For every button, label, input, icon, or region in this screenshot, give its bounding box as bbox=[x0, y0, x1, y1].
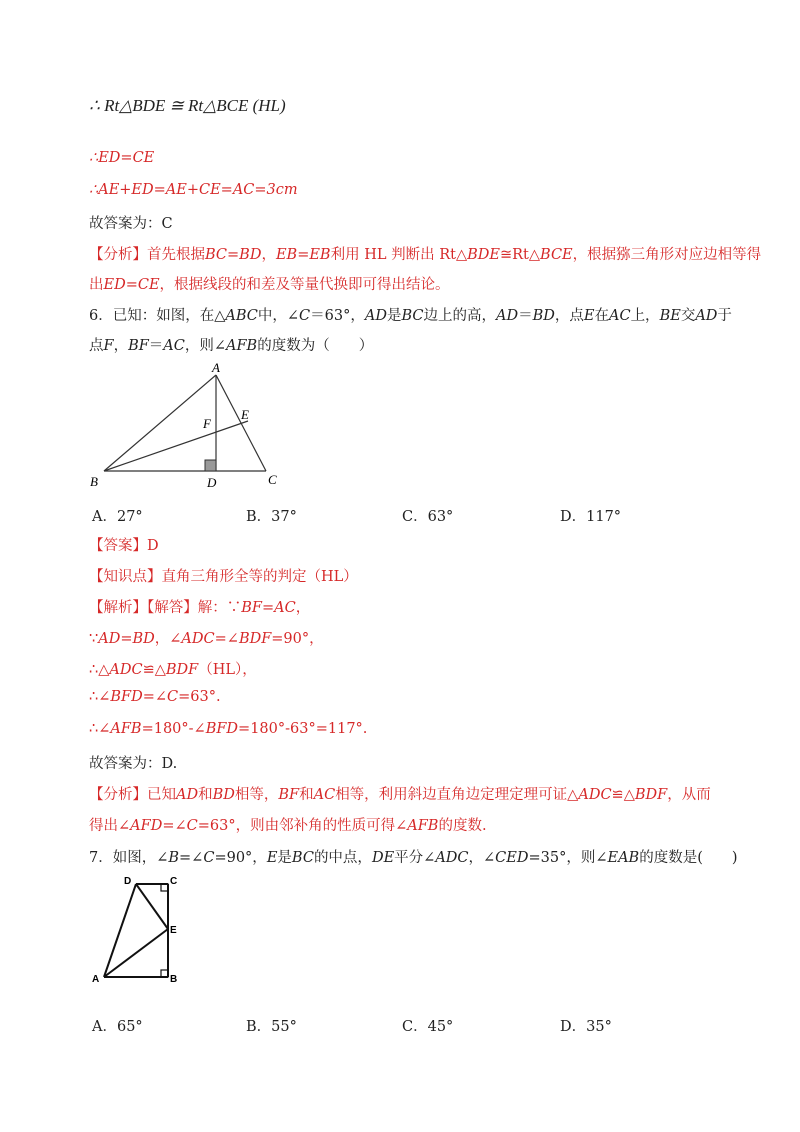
q7-label-e: E bbox=[170, 925, 177, 936]
q6-stem-text: 的度数为（ ） bbox=[257, 338, 374, 354]
q6-stem-text: AFB bbox=[226, 338, 258, 354]
q6-label-d: D bbox=[207, 475, 217, 490]
analysis-text: AD bbox=[176, 787, 199, 803]
analysis-text: 和 bbox=[299, 787, 314, 803]
q6-solution-text: =63°. bbox=[178, 689, 221, 705]
q6-stem-text: BE bbox=[659, 308, 681, 324]
q7-option-b[interactable]: B．55° bbox=[246, 1019, 297, 1035]
q6-solution-text: BDF bbox=[165, 662, 199, 678]
q6-solution-text: ADC bbox=[181, 631, 215, 647]
analysis-text: 得出∠ bbox=[89, 818, 131, 834]
q6-stem-text: AC bbox=[163, 338, 185, 354]
q6-stem-text: 边上的高， bbox=[423, 308, 496, 324]
prev-step-2 bbox=[89, 182, 298, 198]
q6-solution-2 bbox=[89, 627, 324, 648]
q7-stem-text: EAB bbox=[607, 850, 640, 866]
analysis-text: 的度数. bbox=[438, 818, 487, 834]
q6-solution-text: =∠ bbox=[214, 631, 239, 647]
q6-analysis-line2 bbox=[89, 814, 487, 835]
analysis-text: C bbox=[186, 818, 198, 834]
analysis-text: 已知 bbox=[147, 787, 176, 803]
q7-label-a: A bbox=[92, 974, 100, 985]
q7-option-a[interactable]: A．65° bbox=[92, 1019, 143, 1035]
q6-stem-text: E bbox=[583, 308, 595, 324]
q6-solution-text: =∠ bbox=[142, 689, 168, 705]
analysis-text: 首先根据 bbox=[147, 247, 205, 263]
q6-solution-text: ， bbox=[295, 600, 311, 616]
q6-option-b[interactable]: B．37° bbox=[246, 509, 297, 525]
q6-stem-line2 bbox=[89, 334, 373, 355]
analysis-tag: 【分析】 bbox=[89, 787, 147, 803]
analysis-text: BDF bbox=[634, 787, 668, 803]
q6-stem-text: 交 bbox=[680, 308, 696, 324]
q7-stem-text: E bbox=[266, 850, 278, 866]
q6-stem-text: BD bbox=[532, 308, 555, 324]
analysis-text: BD bbox=[212, 787, 235, 803]
q6-solution-text: 【解析】【解答】解：∵ bbox=[89, 600, 242, 616]
analysis-text: BDE bbox=[467, 247, 500, 263]
q6-solution-text: =180°-∠ bbox=[141, 721, 206, 737]
q7-stem-text: =35°，则∠ bbox=[528, 850, 608, 866]
q6-solution-text: BDF bbox=[238, 631, 272, 647]
q6-solution-text: C bbox=[167, 689, 179, 705]
analysis-text: ≅Rt△ bbox=[499, 247, 541, 263]
q6-solution-5 bbox=[89, 721, 367, 737]
q6-stem-text: ， bbox=[113, 338, 129, 354]
analysis-text: AFD bbox=[130, 818, 163, 834]
analysis-text: AC bbox=[313, 787, 336, 803]
q6-label-a: A bbox=[212, 362, 220, 375]
q6-label-e: E bbox=[241, 407, 249, 422]
q6-solution-text: AD=BD bbox=[98, 631, 155, 647]
analysis-text: 相等，利用斜边直角边定理定理可证△ bbox=[335, 787, 579, 803]
q6-solution-text: =90°， bbox=[271, 631, 324, 647]
analysis-text: =63°，则由邻补角的性质可得∠ bbox=[197, 818, 408, 834]
analysis-text: ，从而 bbox=[667, 787, 711, 803]
q6-solution-text: AFB bbox=[110, 721, 142, 737]
prev-answer: 故答案为：C bbox=[89, 216, 173, 232]
q6-solution-text: ，∠ bbox=[154, 631, 182, 647]
analysis-text: ， bbox=[261, 247, 276, 263]
q6-label-b: B bbox=[90, 474, 98, 489]
analysis-text: ED=CE bbox=[103, 277, 160, 293]
q6-option-c[interactable]: C．63° bbox=[402, 509, 454, 525]
q6-solution-1 bbox=[89, 596, 310, 617]
q6-stem-text: 6．已知：如图，在△ bbox=[89, 308, 226, 324]
q6-stem-text: 上， bbox=[630, 308, 660, 324]
analysis-text: ≌△ bbox=[611, 787, 635, 803]
q6-stem-text: ＝ bbox=[148, 338, 164, 354]
q6-solution-4 bbox=[89, 689, 221, 705]
q6-stem-text: 于 bbox=[717, 308, 732, 324]
q6-solution-text: ≌△ bbox=[142, 662, 166, 678]
q7-stem-text: BC bbox=[291, 850, 314, 866]
q6-stem-text: 中，∠ bbox=[257, 308, 300, 324]
q6-stem-text: AD bbox=[364, 308, 387, 324]
analysis-text: BF bbox=[278, 787, 300, 803]
analysis-text: BCE bbox=[540, 247, 573, 263]
analysis-text: BC=BD bbox=[205, 247, 262, 263]
q6-solution-text: ∴∠ bbox=[89, 721, 111, 737]
prev-step-1 bbox=[89, 150, 154, 166]
prev-step-2-text: ∴AE+ED=AE+CE=AC=3cm bbox=[89, 182, 298, 198]
analysis-tag: 【分析】 bbox=[89, 247, 147, 263]
q6-solution-text: BF=AC bbox=[241, 600, 296, 616]
analysis-text: ，根据猕三角形对应边相等得 bbox=[572, 247, 762, 263]
q6-stem-text: AD bbox=[496, 308, 519, 324]
analysis-text: AFB bbox=[407, 818, 439, 834]
q7-stem-text: DE bbox=[371, 850, 395, 866]
q7-stem-text: 的度数是( ) bbox=[639, 850, 738, 866]
q6-label-f: F bbox=[203, 416, 211, 431]
q6-solution-text: ∵ bbox=[89, 631, 99, 647]
q7-stem-text: ADC bbox=[435, 850, 469, 866]
q6-stem-text: BF bbox=[128, 338, 149, 354]
q6-solution-text: =180°-63°=117°. bbox=[238, 721, 368, 737]
q7-label-d: D bbox=[124, 876, 132, 887]
q6-solution-text: BFD bbox=[110, 689, 143, 705]
q7-label-c: C bbox=[170, 876, 178, 887]
q6-stem-text: ，则∠ bbox=[184, 338, 227, 354]
q7-figure bbox=[90, 872, 190, 987]
q6-solution-3 bbox=[89, 658, 257, 679]
q6-solution-text: ∴∠ bbox=[89, 689, 111, 705]
q6-solution-text: ADC bbox=[109, 662, 143, 678]
analysis-text: ADC bbox=[578, 787, 612, 803]
analysis-text: 相等， bbox=[234, 787, 279, 803]
q7-stem-text: B bbox=[168, 850, 180, 866]
q6-solution-text: （HL）， bbox=[198, 662, 257, 678]
prev-analysis-line1 bbox=[89, 243, 761, 264]
q6-stem-text: C bbox=[299, 308, 311, 324]
q6-stem-text: AC bbox=[608, 308, 631, 324]
q6-final-answer: 故答案为：D. bbox=[89, 756, 178, 772]
q7-stem-text: 平分∠ bbox=[394, 850, 436, 866]
q7-stem-text: ，∠ bbox=[468, 850, 496, 866]
q6-stem-text: AD bbox=[695, 308, 718, 324]
q7-stem-text: C bbox=[203, 850, 215, 866]
q7-stem-text: =90°， bbox=[214, 850, 267, 866]
q7-label-b: B bbox=[170, 974, 178, 985]
q6-stem-text: BC bbox=[401, 308, 424, 324]
q7-stem bbox=[89, 846, 738, 867]
q6-option-d[interactable]: D．117° bbox=[560, 509, 622, 525]
q6-knowledge: 【知识点】直角三角形全等的判定（HL） bbox=[89, 569, 358, 585]
q7-stem-text: 7．如图，∠ bbox=[89, 850, 169, 866]
q6-stem-text: ABC bbox=[225, 308, 258, 324]
congruence-formula: ∴ Rt△BDE ≅ Rt△BCE (HL) bbox=[89, 96, 286, 115]
analysis-text: =∠ bbox=[162, 818, 187, 834]
analysis-text: 利用 HL 判断出 Rt△ bbox=[330, 247, 468, 263]
analysis-text: EB=EB bbox=[275, 247, 331, 263]
q6-stem-text: ＝63°， bbox=[310, 308, 365, 324]
q6-label-c: C bbox=[268, 472, 277, 487]
q7-stem-text: 的中点， bbox=[313, 850, 372, 866]
prev-analysis-line2 bbox=[89, 273, 450, 294]
q7-option-d[interactable]: D．35° bbox=[560, 1019, 612, 1035]
q6-option-a[interactable]: A．27° bbox=[92, 509, 143, 525]
q6-solution-text: ∴△ bbox=[89, 662, 110, 678]
q7-stem-text: 是 bbox=[277, 850, 292, 866]
q6-stem-text: 点 bbox=[89, 338, 104, 354]
q7-stem-text: =∠ bbox=[179, 850, 204, 866]
q6-stem-text: 在 bbox=[594, 308, 609, 324]
analysis-text: ，根据线段的和差及等量代换即可得出结论。 bbox=[159, 277, 450, 293]
q7-option-c[interactable]: C．45° bbox=[402, 1019, 454, 1035]
q6-stem-text: ，点 bbox=[554, 308, 584, 324]
q6-answer: 【答案】D bbox=[89, 538, 159, 554]
q6-analysis-line1 bbox=[89, 783, 711, 804]
q6-stem-text: ＝ bbox=[518, 308, 533, 324]
q7-stem-text: CED bbox=[495, 850, 529, 866]
q6-figure bbox=[88, 362, 288, 492]
q6-stem-text: F bbox=[103, 338, 114, 354]
prev-step-1-text: ∴ED=CE bbox=[89, 150, 155, 166]
q6-solution-text: BFD bbox=[205, 721, 239, 737]
analysis-text: 和 bbox=[198, 787, 213, 803]
q6-stem-line1 bbox=[89, 304, 732, 325]
q6-stem-text: 是 bbox=[386, 308, 402, 324]
analysis-text: 出 bbox=[89, 277, 104, 293]
